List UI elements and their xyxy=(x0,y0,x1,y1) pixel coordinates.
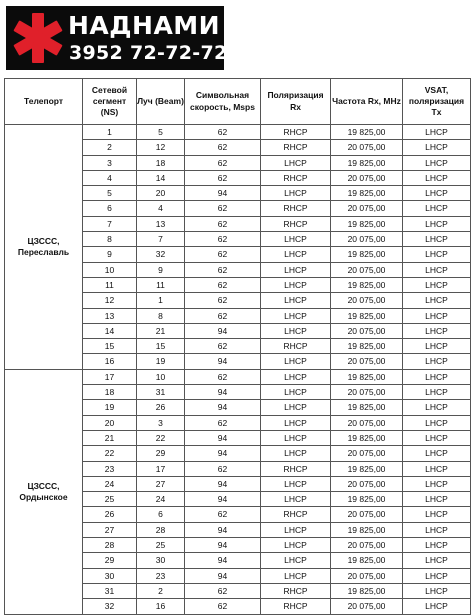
beam-cell: 13 xyxy=(137,216,185,231)
beam-cell: 6 xyxy=(137,507,185,522)
polarization-rx-cell: LHCP xyxy=(261,415,331,430)
symbol-rate-cell: 62 xyxy=(185,232,261,247)
polarization-rx-cell: LHCP xyxy=(261,308,331,323)
symbol-rate-cell: 62 xyxy=(185,461,261,476)
header-segment: Сетевой сегмент (NS) xyxy=(83,79,137,125)
symbol-rate-cell: 94 xyxy=(185,430,261,445)
beam-cell: 9 xyxy=(137,262,185,277)
symbol-rate-cell: 62 xyxy=(185,201,261,216)
vsat-tx-cell: LHCP xyxy=(403,140,471,155)
segment-cell: 8 xyxy=(83,232,137,247)
segment-cell: 32 xyxy=(83,599,137,614)
frequency-rx-cell: 20 075,00 xyxy=(331,201,403,216)
vsat-tx-cell: LHCP xyxy=(403,308,471,323)
segment-cell: 13 xyxy=(83,308,137,323)
symbol-rate-cell: 62 xyxy=(185,216,261,231)
polarization-rx-cell: LHCP xyxy=(261,277,331,292)
symbol-rate-cell: 62 xyxy=(185,415,261,430)
beam-cell: 2 xyxy=(137,583,185,598)
polarization-rx-cell: LHCP xyxy=(261,385,331,400)
vsat-tx-cell: LHCP xyxy=(403,186,471,201)
symbol-rate-cell: 62 xyxy=(185,155,261,170)
frequency-rx-cell: 20 075,00 xyxy=(331,232,403,247)
vsat-tx-cell: LHCP xyxy=(403,155,471,170)
segment-cell: 24 xyxy=(83,476,137,491)
frequency-rx-cell: 20 075,00 xyxy=(331,262,403,277)
vsat-tx-cell: LHCP xyxy=(403,430,471,445)
frequency-rx-cell: 20 075,00 xyxy=(331,507,403,522)
beam-cell: 26 xyxy=(137,400,185,415)
frequency-rx-cell: 19 825,00 xyxy=(331,186,403,201)
symbol-rate-cell: 94 xyxy=(185,538,261,553)
polarization-rx-cell: RHCP xyxy=(261,583,331,598)
symbol-rate-cell: 94 xyxy=(185,385,261,400)
beam-cell: 8 xyxy=(137,308,185,323)
segment-cell: 21 xyxy=(83,430,137,445)
frequency-rx-cell: 19 825,00 xyxy=(331,369,403,384)
polarization-rx-cell: LHCP xyxy=(261,293,331,308)
frequency-rx-cell: 20 075,00 xyxy=(331,415,403,430)
logo-banner xyxy=(6,6,228,70)
segment-cell: 6 xyxy=(83,201,137,216)
polarization-rx-cell: RHCP xyxy=(261,170,331,185)
beam-cell: 11 xyxy=(137,277,185,292)
segment-cell: 19 xyxy=(83,400,137,415)
symbol-rate-cell: 62 xyxy=(185,507,261,522)
frequency-rx-cell: 20 075,00 xyxy=(331,385,403,400)
segment-cell: 18 xyxy=(83,385,137,400)
teleport-cell: ЦЗССС, Ордынское xyxy=(5,369,83,614)
vsat-tx-cell: LHCP xyxy=(403,476,471,491)
beam-cell: 29 xyxy=(137,446,185,461)
segment-cell: 26 xyxy=(83,507,137,522)
frequency-rx-cell: 20 075,00 xyxy=(331,476,403,491)
segment-cell: 10 xyxy=(83,262,137,277)
frequency-table xyxy=(4,78,471,615)
beam-cell: 30 xyxy=(137,553,185,568)
polarization-rx-cell: RHCP xyxy=(261,201,331,216)
beam-cell: 15 xyxy=(137,339,185,354)
frequency-rx-cell: 19 825,00 xyxy=(331,216,403,231)
symbol-rate-cell: 94 xyxy=(185,186,261,201)
polarization-rx-cell: LHCP xyxy=(261,369,331,384)
beam-cell: 16 xyxy=(137,599,185,614)
polarization-rx-cell: LHCP xyxy=(261,522,331,537)
symbol-rate-cell: 62 xyxy=(185,583,261,598)
beam-cell: 20 xyxy=(137,186,185,201)
beam-cell: 31 xyxy=(137,385,185,400)
segment-cell: 29 xyxy=(83,553,137,568)
polarization-rx-cell: LHCP xyxy=(261,232,331,247)
symbol-rate-cell: 62 xyxy=(185,125,261,140)
vsat-tx-cell: LHCP xyxy=(403,385,471,400)
vsat-tx-cell: LHCP xyxy=(403,354,471,369)
frequency-rx-cell: 19 825,00 xyxy=(331,125,403,140)
vsat-tx-cell: LHCP xyxy=(403,461,471,476)
frequency-rx-cell: 19 825,00 xyxy=(331,247,403,262)
vsat-tx-cell: LHCP xyxy=(403,277,471,292)
polarization-rx-cell: LHCP xyxy=(261,354,331,369)
vsat-tx-cell: LHCP xyxy=(403,232,471,247)
segment-cell: 15 xyxy=(83,339,137,354)
vsat-tx-cell: LHCP xyxy=(403,369,471,384)
vsat-tx-cell: LHCP xyxy=(403,323,471,338)
segment-cell: 20 xyxy=(83,415,137,430)
beam-cell: 14 xyxy=(137,170,185,185)
beam-cell: 17 xyxy=(137,461,185,476)
table-row xyxy=(5,369,471,384)
frequency-rx-cell: 19 825,00 xyxy=(331,400,403,415)
beam-cell: 19 xyxy=(137,354,185,369)
beam-cell: 24 xyxy=(137,492,185,507)
frequency-rx-cell: 20 075,00 xyxy=(331,323,403,338)
polarization-rx-cell: LHCP xyxy=(261,476,331,491)
polarization-rx-cell: LHCP xyxy=(261,247,331,262)
polarization-rx-cell: RHCP xyxy=(261,507,331,522)
symbol-rate-cell: 62 xyxy=(185,599,261,614)
frequency-rx-cell: 20 075,00 xyxy=(331,170,403,185)
polarization-rx-cell: LHCP xyxy=(261,538,331,553)
symbol-rate-cell: 94 xyxy=(185,446,261,461)
segment-cell: 22 xyxy=(83,446,137,461)
beam-cell: 27 xyxy=(137,476,185,491)
symbol-rate-cell: 94 xyxy=(185,492,261,507)
beam-cell: 23 xyxy=(137,568,185,583)
polarization-rx-cell: RHCP xyxy=(261,140,331,155)
beam-cell: 32 xyxy=(137,247,185,262)
symbol-rate-cell: 94 xyxy=(185,354,261,369)
teleport-cell: ЦЗССС, Переславль xyxy=(5,125,83,370)
frequency-rx-cell: 20 075,00 xyxy=(331,293,403,308)
logo-name: НАДНАМИ xyxy=(68,11,221,40)
vsat-tx-cell: LHCP xyxy=(403,216,471,231)
frequency-rx-cell: 19 825,00 xyxy=(331,522,403,537)
symbol-rate-cell: 62 xyxy=(185,247,261,262)
polarization-rx-cell: LHCP xyxy=(261,186,331,201)
header-teleport: Телепорт xyxy=(5,79,83,125)
beam-cell: 7 xyxy=(137,232,185,247)
symbol-rate-cell: 94 xyxy=(185,400,261,415)
vsat-tx-cell: LHCP xyxy=(403,400,471,415)
frequency-rx-cell: 19 825,00 xyxy=(331,155,403,170)
polarization-rx-cell: LHCP xyxy=(261,323,331,338)
frequency-rx-cell: 19 825,00 xyxy=(331,492,403,507)
vsat-tx-cell: LHCP xyxy=(403,247,471,262)
polarization-rx-cell: LHCP xyxy=(261,446,331,461)
vsat-tx-cell: LHCP xyxy=(403,492,471,507)
symbol-rate-cell: 94 xyxy=(185,476,261,491)
symbol-rate-cell: 62 xyxy=(185,339,261,354)
polarization-rx-cell: RHCP xyxy=(261,599,331,614)
header-polarization-rx: Поляризация Rx xyxy=(261,79,331,125)
beam-cell: 10 xyxy=(137,369,185,384)
polarization-rx-cell: LHCP xyxy=(261,553,331,568)
frequency-rx-cell: 19 825,00 xyxy=(331,430,403,445)
vsat-tx-cell: LHCP xyxy=(403,339,471,354)
header-symbol-rate: Символьная скорость, Msps xyxy=(185,79,261,125)
segment-cell: 31 xyxy=(83,583,137,598)
segment-cell: 27 xyxy=(83,522,137,537)
vsat-tx-cell: LHCP xyxy=(403,201,471,216)
segment-cell: 25 xyxy=(83,492,137,507)
frequency-rx-cell: 20 075,00 xyxy=(331,140,403,155)
vsat-tx-cell: LHCP xyxy=(403,553,471,568)
vsat-tx-cell: LHCP xyxy=(403,293,471,308)
symbol-rate-cell: 62 xyxy=(185,308,261,323)
segment-cell: 12 xyxy=(83,293,137,308)
header-vsat-polarization-tx: VSAT, поляризация Tx xyxy=(403,79,471,125)
symbol-rate-cell: 62 xyxy=(185,140,261,155)
polarization-rx-cell: LHCP xyxy=(261,430,331,445)
frequency-rx-cell: 20 075,00 xyxy=(331,354,403,369)
segment-cell: 1 xyxy=(83,125,137,140)
frequency-rx-cell: 19 825,00 xyxy=(331,553,403,568)
vsat-tx-cell: LHCP xyxy=(403,538,471,553)
frequency-rx-cell: 20 075,00 xyxy=(331,568,403,583)
polarization-rx-cell: LHCP xyxy=(261,568,331,583)
symbol-rate-cell: 94 xyxy=(185,522,261,537)
vsat-tx-cell: LHCP xyxy=(403,262,471,277)
vsat-tx-cell: LHCP xyxy=(403,568,471,583)
segment-cell: 16 xyxy=(83,354,137,369)
vsat-tx-cell: LHCP xyxy=(403,507,471,522)
beam-cell: 22 xyxy=(137,430,185,445)
vsat-tx-cell: LHCP xyxy=(403,170,471,185)
symbol-rate-cell: 62 xyxy=(185,170,261,185)
vsat-tx-cell: LHCP xyxy=(403,415,471,430)
polarization-rx-cell: RHCP xyxy=(261,216,331,231)
beam-cell: 25 xyxy=(137,538,185,553)
asterisk-logo-icon xyxy=(12,12,64,64)
frequency-rx-cell: 19 825,00 xyxy=(331,583,403,598)
symbol-rate-cell: 62 xyxy=(185,369,261,384)
polarization-rx-cell: RHCP xyxy=(261,339,331,354)
segment-cell: 5 xyxy=(83,186,137,201)
beam-cell: 21 xyxy=(137,323,185,338)
beam-cell: 1 xyxy=(137,293,185,308)
symbol-rate-cell: 62 xyxy=(185,277,261,292)
symbol-rate-cell: 94 xyxy=(185,553,261,568)
vsat-tx-cell: LHCP xyxy=(403,125,471,140)
table-row xyxy=(5,125,471,140)
table-header-row xyxy=(5,79,471,125)
segment-cell: 4 xyxy=(83,170,137,185)
polarization-rx-cell: RHCP xyxy=(261,461,331,476)
frequency-rx-cell: 19 825,00 xyxy=(331,339,403,354)
polarization-rx-cell: LHCP xyxy=(261,492,331,507)
logo-phone: 3952 72-72-72 xyxy=(69,42,228,64)
segment-cell: 23 xyxy=(83,461,137,476)
polarization-rx-cell: RHCP xyxy=(261,125,331,140)
segment-cell: 30 xyxy=(83,568,137,583)
segment-cell: 9 xyxy=(83,247,137,262)
beam-cell: 18 xyxy=(137,155,185,170)
frequency-rx-cell: 20 075,00 xyxy=(331,599,403,614)
symbol-rate-cell: 94 xyxy=(185,568,261,583)
vsat-tx-cell: LHCP xyxy=(403,599,471,614)
frequency-rx-cell: 20 075,00 xyxy=(331,446,403,461)
segment-cell: 28 xyxy=(83,538,137,553)
header-beam: Луч (Beam) xyxy=(137,79,185,125)
segment-cell: 14 xyxy=(83,323,137,338)
frequency-rx-cell: 19 825,00 xyxy=(331,461,403,476)
header-frequency-rx: Частота Rx, MHz xyxy=(331,79,403,125)
beam-cell: 28 xyxy=(137,522,185,537)
segment-cell: 3 xyxy=(83,155,137,170)
polarization-rx-cell: LHCP xyxy=(261,262,331,277)
symbol-rate-cell: 62 xyxy=(185,293,261,308)
beam-cell: 12 xyxy=(137,140,185,155)
segment-cell: 11 xyxy=(83,277,137,292)
table-body xyxy=(5,125,471,615)
beam-cell: 4 xyxy=(137,201,185,216)
segment-cell: 17 xyxy=(83,369,137,384)
polarization-rx-cell: LHCP xyxy=(261,400,331,415)
vsat-tx-cell: LHCP xyxy=(403,583,471,598)
vsat-tx-cell: LHCP xyxy=(403,522,471,537)
frequency-rx-cell: 20 075,00 xyxy=(331,538,403,553)
frequency-rx-cell: 19 825,00 xyxy=(331,308,403,323)
beam-cell: 5 xyxy=(137,125,185,140)
vsat-tx-cell: LHCP xyxy=(403,446,471,461)
segment-cell: 7 xyxy=(83,216,137,231)
frequency-rx-cell: 19 825,00 xyxy=(331,277,403,292)
polarization-rx-cell: LHCP xyxy=(261,155,331,170)
beam-cell: 3 xyxy=(137,415,185,430)
symbol-rate-cell: 62 xyxy=(185,262,261,277)
segment-cell: 2 xyxy=(83,140,137,155)
symbol-rate-cell: 94 xyxy=(185,323,261,338)
